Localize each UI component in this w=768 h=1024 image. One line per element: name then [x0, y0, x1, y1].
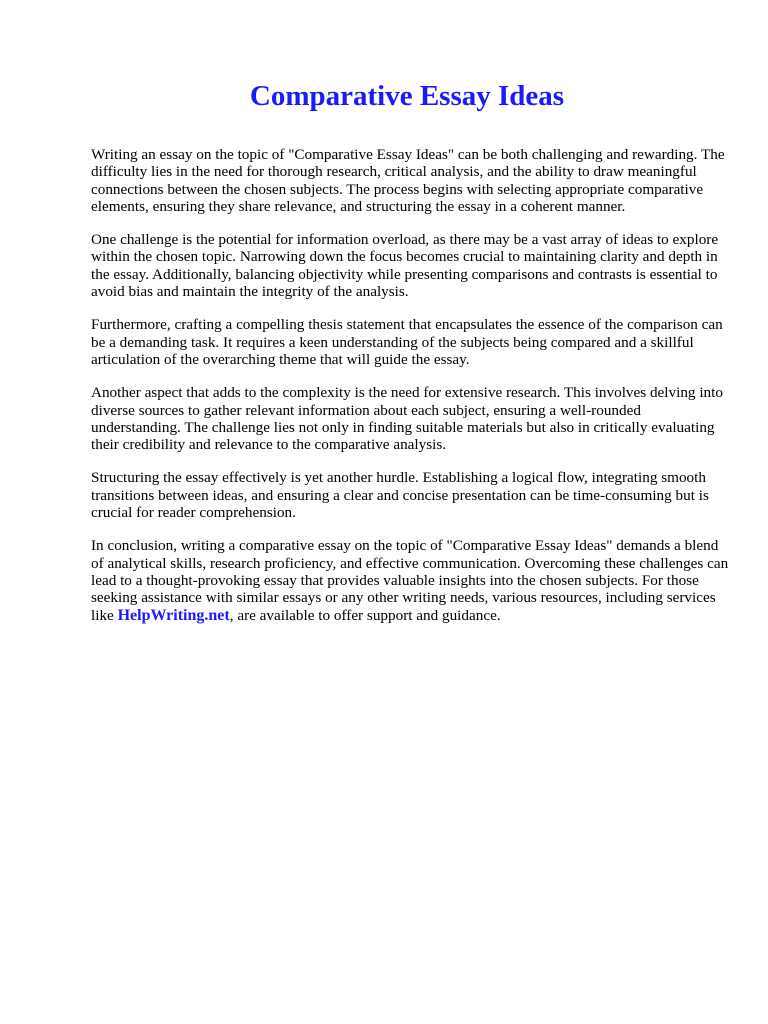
conclusion-text-before-link: In conclusion, writing a comparative essay on the topic of "Comparative Essay Ideas" demands a blend of analytical skills, research proficiency, and effective communication. Overcoming these challenges can lead to a thought-provoking essay that provides valuable insights into the chosen subjects. For those seeking assistance with similar essays or any other writing needs, various resources, including services like	[91, 537, 729, 624]
essay-body	[91, 146, 731, 640]
paragraph-thesis-statement: Furthermore, crafting a compelling thesis statement that encapsulates the essence of the comparison can be a demanding task. It requires a keen understanding of the subjects being compared and a skillful articulation of the overarching theme that will guide the essay.	[91, 316, 723, 368]
paragraph-conclusion	[91, 537, 731, 623]
paragraph-research: Another aspect that adds to the complexity is the need for extensive research. This involves delving into diverse sources to gather relevant information about each subject, ensuring a well-rounded understanding. The challenge lies not only in finding suitable materials but also in critically evaluating their credibility and relevance to the comparative analysis.	[91, 384, 723, 454]
page-title: Comparative Essay Ideas	[249, 80, 565, 112]
paragraph-structure: Structuring the essay effectively is yet another hurdle. Establishing a logical flow, integrating smooth transitions between ideas, and ensuring a clear and concise presentation can be time-consuming but is crucial for reader comprehension.	[91, 469, 709, 522]
paragraph-intro: Writing an essay on the topic of "Comparative Essay Ideas" can be both challenging and rewarding. The difficulty lies in the need for thorough research, critical analysis, and the ability to draw meaningful connections between the chosen subjects. The process begins with selecting appropriate comparative elements, ensuring they share relevance, and structuring the essay in a coherent manner.	[91, 146, 725, 215]
paragraph-information-overload: One challenge is the potential for information overload, as there may be a vast array of ideas to explore within the chosen topic. Narrowing down the focus becomes crucial to maintaining clarity and depth in the essay. Additionally, balancing objectivity while presenting comparisons and contrasts is essential to avoid bias and maintain the integrity of the analysis.	[91, 231, 719, 301]
conclusion-text-after-link: , are available to offer support and guidance.	[229, 606, 501, 624]
helpwriting-link[interactable]: HelpWriting.net	[117, 606, 230, 624]
